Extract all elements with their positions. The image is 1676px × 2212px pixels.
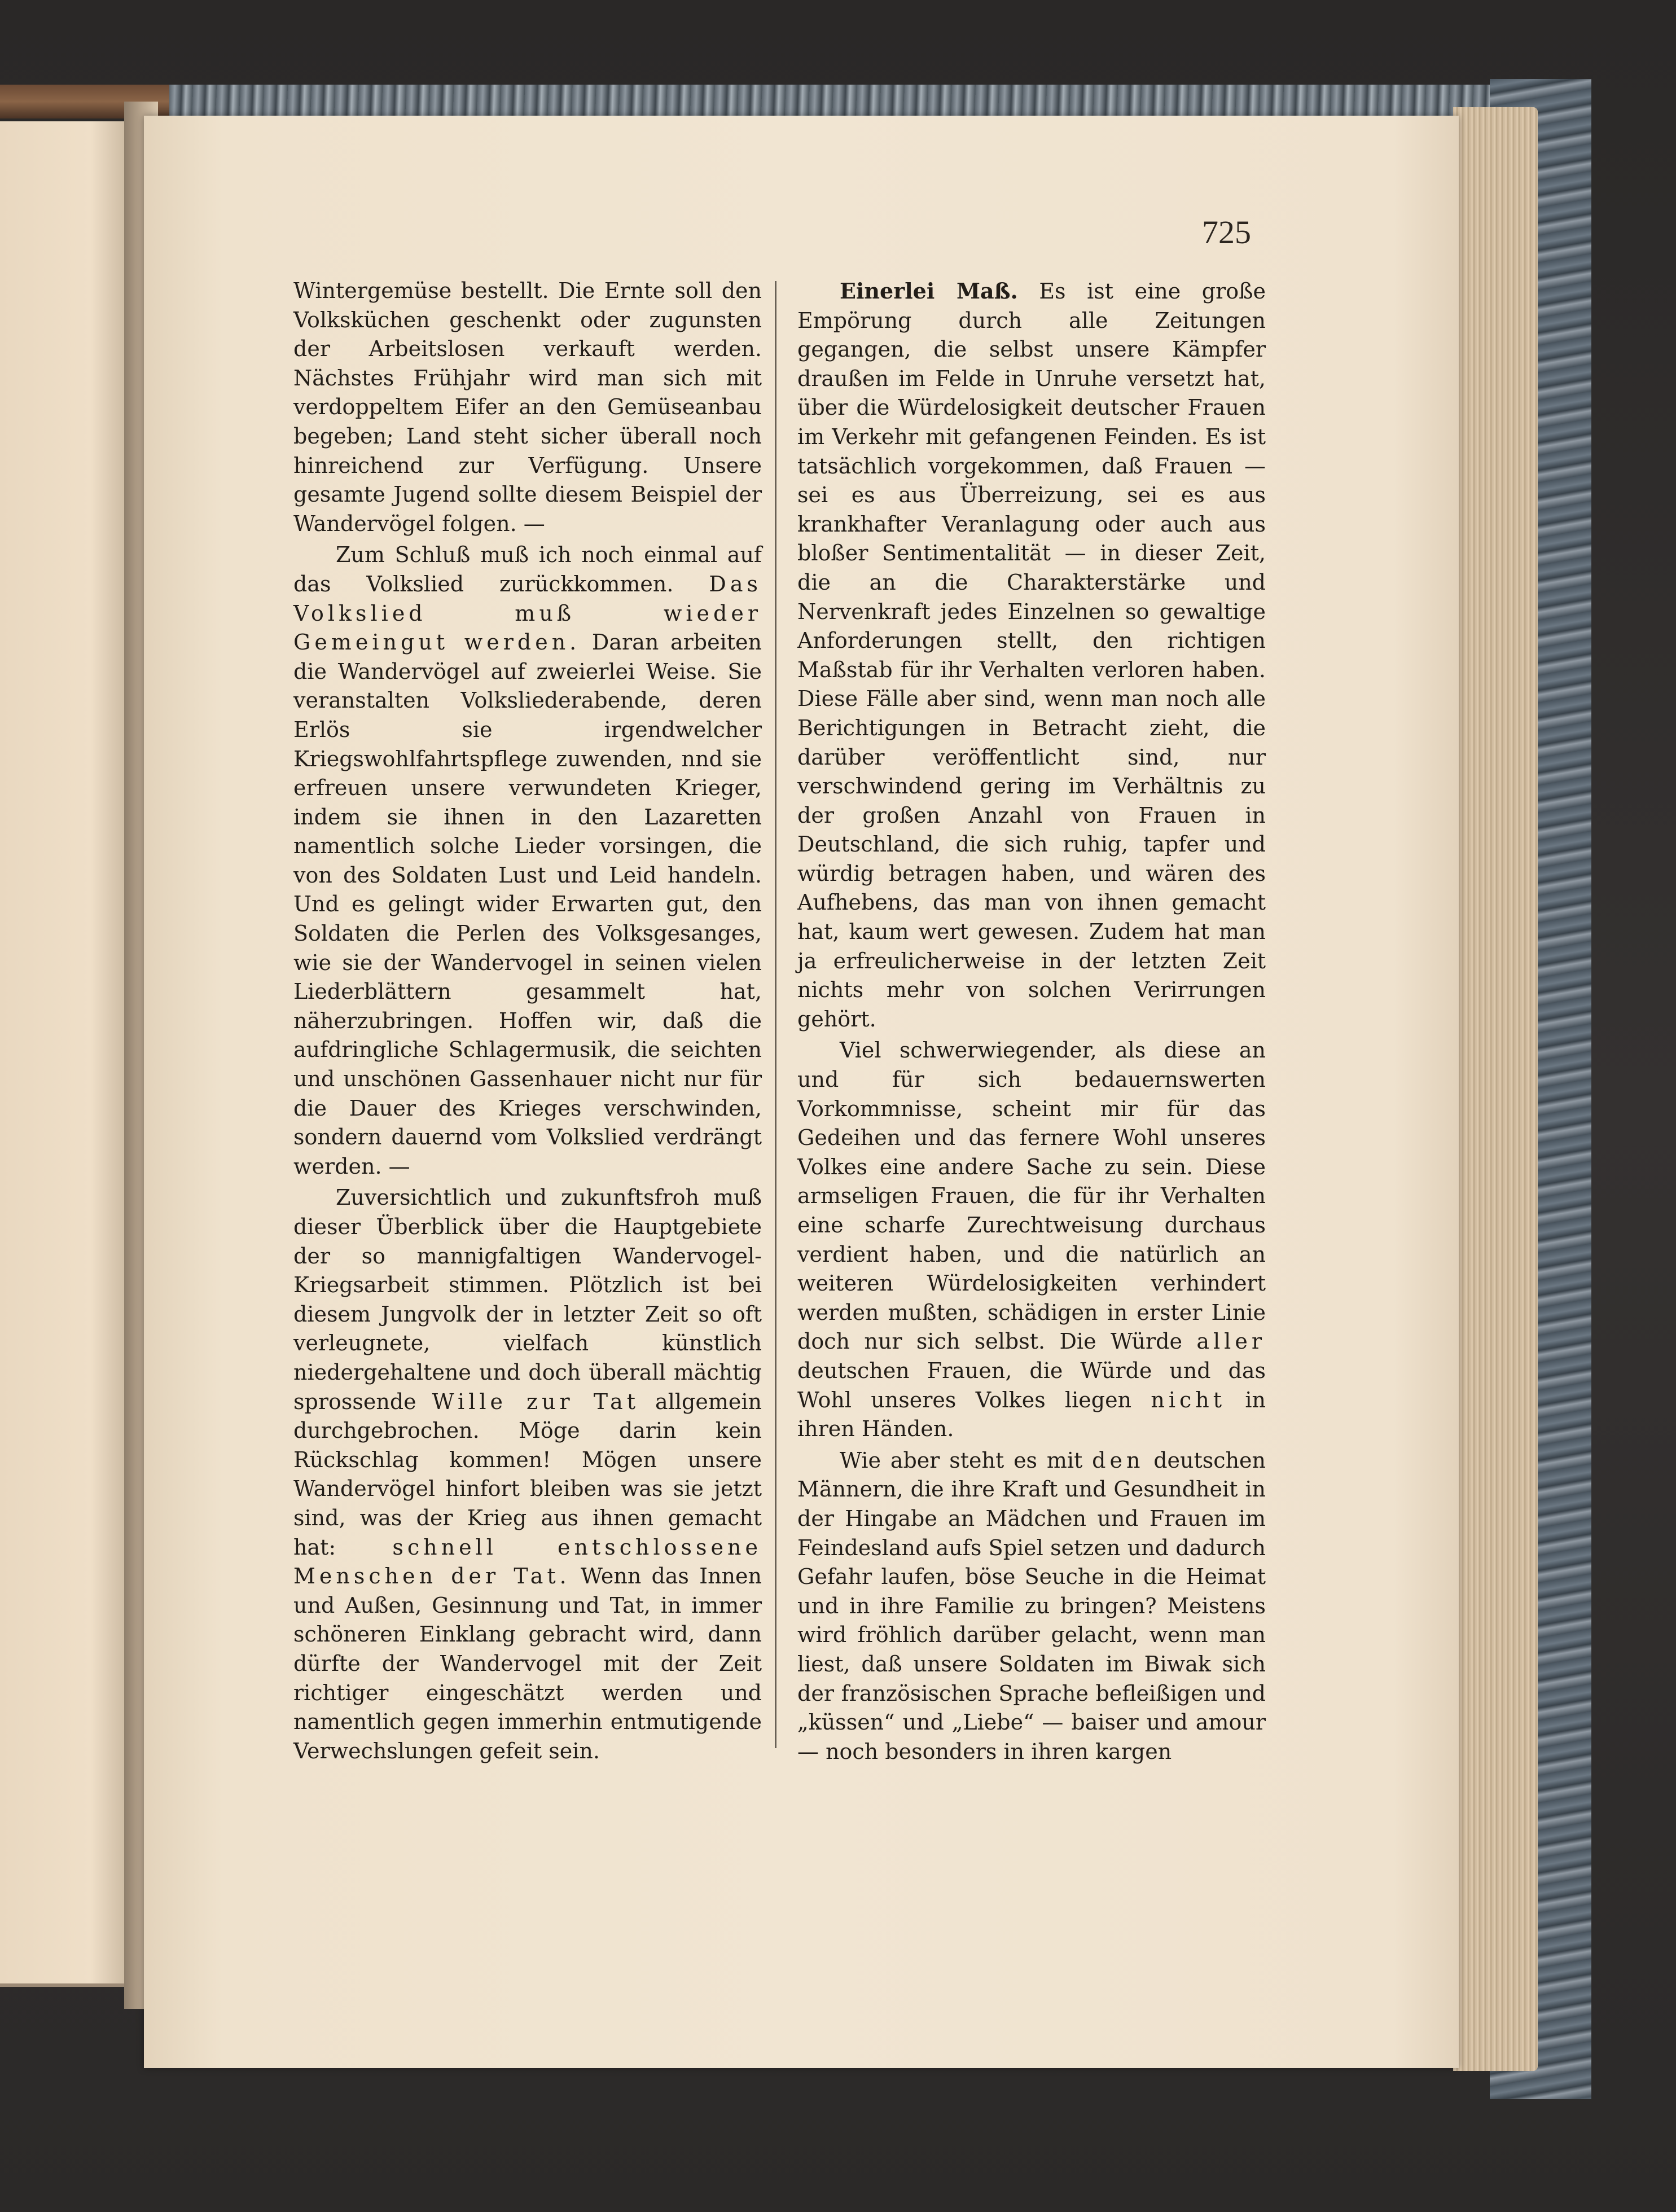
spaced-emphasis: Wille zur Tat bbox=[432, 1389, 640, 1414]
spaced-emphasis: schnell entschlossene Menschen der Tat. bbox=[293, 1534, 762, 1589]
paragraph: Wintergemüse bestellt. Die Ernte soll den Volksküchen geschenkt oder zugunsten der Arbeitslosen verkauft werden. Nächstes Frühjahr wird man sich mit verdoppeltem Eifer an den Gemüseanbau begeben; Land steht sicher überall noch hinreichend zur Verfügung. Unsere gesamte Jugend sollte diesem Beispiel der Wandervögel folgen. — bbox=[293, 278, 762, 536]
paragraph: Wie aber steht es mit den deutschen Männern, die ihre Kraft und Gesundheit in der Hingabe an Mädchen und Frauen im Feindesland aufs Spiel setzen und dadurch Gefahr laufen, böse Seuche in die Heimat und in ihre Familie zu bringen? Meistens wird fröhlich darüber gelacht, wenn man liest, daß unsere Soldaten im Biwak sich der französischen Sprache befleißigen und „küssen“ und „Liebe“ — baiser und amour — noch besonders in ihren kargen bbox=[797, 1447, 1266, 1764]
paragraph: Zum Schluß muß ich noch einmal auf das Volkslied zurückkommen. Das Volkslied muß wieder Gemeingut werden. Daran arbeiten die Wandervögel auf zweierlei Weise. Sie veranstalten Volksliederabende, deren Erlös sie irgendwelcher Kriegswohlfahrtspflege zuwenden, nnd sie erfreuen unsere verwundeten Krieger, indem sie ihnen in den Lazaretten namentlich solche Lieder vorsingen, die von des Soldaten Lust und Leid handeln. Und es gelingt wider Erwarten gut, den Soldaten die Perlen des Volksgesanges, wie sie der Wandervogel in seinen vielen Liederblättern gesammelt hat, näherzubringen. Hoffen wir, daß die aufdringliche Schlagermusik, die seichten und unschönen Gassenhauer nicht nur für die Dauer des Krieges verschwinden, sondern dauernd vom Volkslied verdrängt werden. — bbox=[293, 542, 762, 1179]
spaced-emphasis: Das Volkslied muß wieder Gemeingut werden. bbox=[293, 571, 762, 655]
page-stack-edge bbox=[1453, 107, 1538, 2071]
left-column bbox=[293, 276, 762, 1766]
page-number: 725 bbox=[1202, 214, 1251, 251]
spaced-emphasis: aller bbox=[1196, 1329, 1266, 1354]
left-page bbox=[0, 121, 130, 1987]
section-heading: Einerlei Maß. bbox=[840, 278, 1018, 304]
paragraph: Viel schwerwiegender, als diese an und für sich bedauernswerten Vorkommnisse, scheint mir für das Gedeihen und das fernere Wohl unseres Volkes eine andere Sache zu sein. Diese armseligen Frauen, die für ihr Verhalten eine scharfe Zurechtweisung durchaus verdient haben, und die natürlich an weiteren Würdelosigkeiten verhindert werden mußten, schädigen in erster Linie doch nur sich selbst. Die Würde aller deutschen Frauen, die Würde und das Wohl unseres Volkes liegen nicht in ihren Händen. bbox=[797, 1038, 1266, 1442]
paragraph: Zuversichtlich und zukunftsfroh muß dieser Überblick über die Hauptgebiete der so mannigfaltigen Wandervogel-Kriegsarbeit stimmen. Plötzlich ist bei diesem Jungvolk der in letzter Zeit so oft verleugnete, vielfach künstlich niedergehaltene und doch überall mächtig sprossende Wille zur Tat allgemein durchgebrochen. Möge darin kein Rückschlag kommen! Mögen unsere Wandervögel hinfort bleiben was sie jetzt sind, was der Krieg aus ihnen gemacht hat: schnell entschlossene Menschen der Tat. Wenn das Innen und Außen, Gesinnung und Tat, in immer schöneren Einklang gebracht wird, dann dürfte der Wandervogel mit der Zeit richtiger eingeschätzt werden und namentlich gegen immerhin entmutigende Verwechslungen gefeit sein. bbox=[293, 1185, 762, 1763]
right-column bbox=[797, 276, 1266, 1766]
spaced-emphasis: den bbox=[1092, 1447, 1144, 1473]
paragraph: Einerlei Maß. Es ist eine große Empörung durch alle Zeitungen gegangen, die selbst unsere Kämpfer draußen im Felde in Unruhe versetzt hat, über die Würdelosigkeit deutscher Frauen im Verkehr mit gefangenen Feinden. Es ist tatsächlich vorgekommen, daß Frauen — sei es aus Überreizung, sei es aus krankhafter Veranlagung oder auch aus bloßer Sentimentalität — in dieser Zeit, die an die Charakterstärke und Nervenkraft jedes Einzelnen so gewaltige Anforderungen stellt, den richtigen Maßstab für ihr Verhalten verloren haben. Diese Fälle aber sind, wenn man noch alle Berichtigungen in Betracht zieht, die darüber veröffentlicht sind, nur verschwindend gering im Verhältnis zu der großen Anzahl von Frauen in Deutschland, die sich ruhig, tapfer und würdig betragen haben, und wären des Aufhebens, das man von ihnen gemacht hat, kaum wert gewesen. Zudem hat man ja erfreulicherweise in der letzten Zeit nichts mehr von solchen Verirrungen gehört. bbox=[797, 278, 1266, 1032]
spaced-emphasis: nicht bbox=[1151, 1387, 1226, 1412]
column-rule bbox=[775, 281, 776, 1748]
